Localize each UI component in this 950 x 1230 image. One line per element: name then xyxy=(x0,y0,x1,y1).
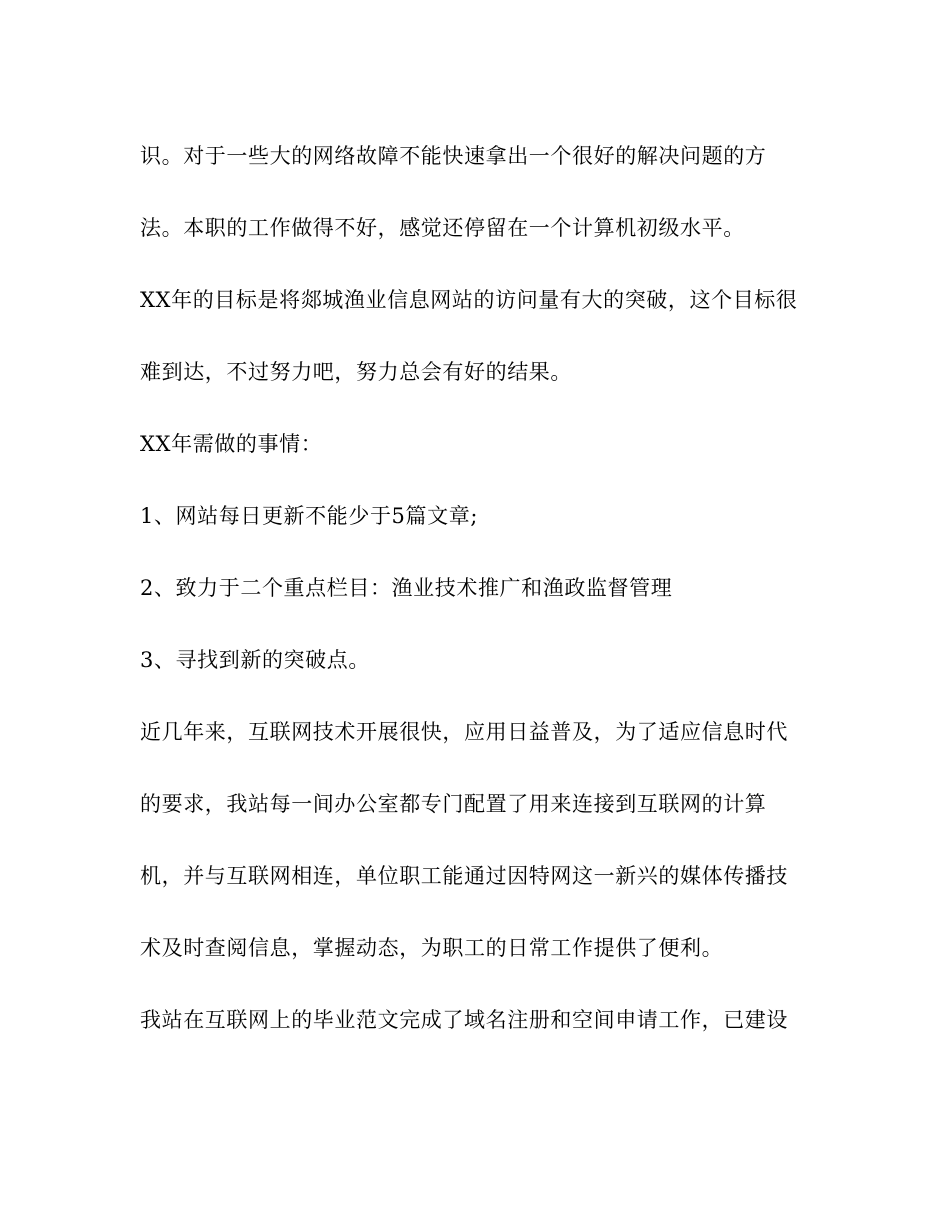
text-line: 我站在互联网上的毕业范文完成了域名注册和空间申请工作，已建设 xyxy=(140,1008,788,1032)
text-line: XX年需做的事情： xyxy=(140,432,323,456)
list-item: 2、致力于二个重点栏目：渔业技术推广和渔政监督管理 xyxy=(140,576,673,600)
text-line: XX年的目标是将郯城渔业信息网站的访问量有大的突破，这个目标很 xyxy=(140,288,798,312)
list-item: 1、网站每日更新不能少于5篇文章; xyxy=(140,504,478,528)
text-line: 识。对于一些大的网络故障不能快速拿出一个很好的解决问题的方 xyxy=(140,144,767,168)
list-item: 3、寻找到新的突破点。 xyxy=(140,648,370,672)
text-line: 的要求，我站每一间办公室都专门配置了用来连接到互联网的计算 xyxy=(140,792,767,816)
text-line: 术及时查阅信息，掌握动态，为职工的日常工作提供了便利。 xyxy=(140,936,724,960)
text-line: 机，并与互联网相连，单位职工能通过因特网这一新兴的媒体传播技 xyxy=(140,864,788,888)
text-line: 近几年来，互联网技术开展很快，应用日益普及，为了适应信息时代 xyxy=(140,720,788,744)
text-line: 法。本职的工作做得不好，感觉还停留在一个计算机初级水平。 xyxy=(140,216,745,240)
text-line: 难到达，不过努力吧，努力总会有好的结果。 xyxy=(140,360,572,384)
